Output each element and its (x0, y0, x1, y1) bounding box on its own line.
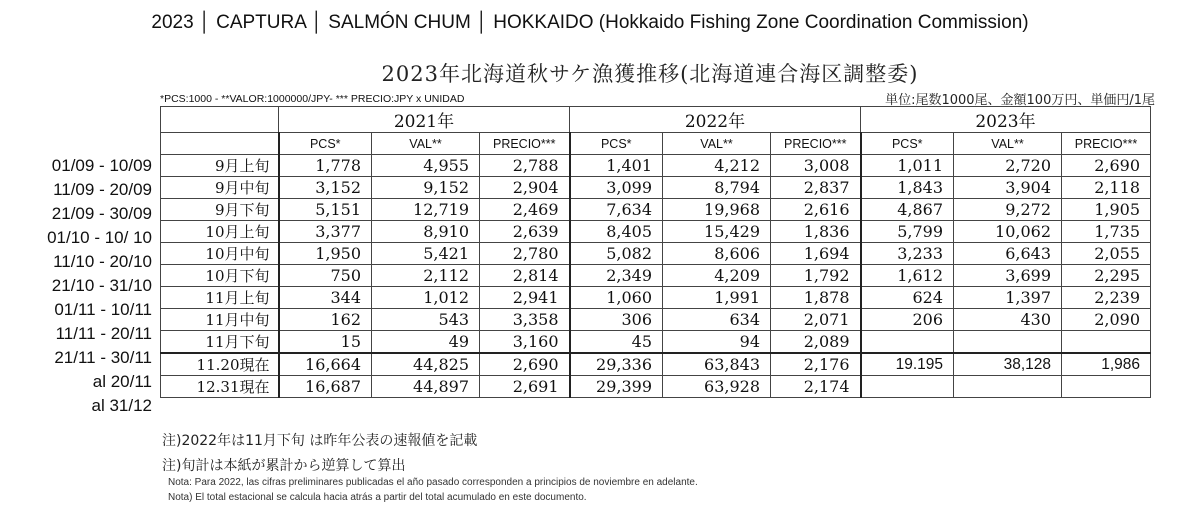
table-row (161, 177, 1151, 199)
value-cell: 2,176 (771, 353, 861, 376)
japanese-note: 注)旬計は本紙が累計から逆算して算出 (162, 458, 406, 474)
year-header: 2022年 (570, 107, 861, 133)
value-cell: 9,272 (954, 199, 1062, 221)
value-cell: 1,950 (279, 243, 372, 265)
value-cell: 2,616 (771, 199, 861, 221)
value-cell: 2,904 (480, 177, 570, 199)
value-cell: 19,968 (663, 199, 771, 221)
value-cell: 634 (663, 309, 771, 331)
value-cell: 1,778 (279, 155, 372, 177)
value-cell: 2,691 (480, 376, 570, 398)
value-cell: 8,405 (570, 221, 663, 243)
table-row (161, 155, 1151, 177)
blank-header (161, 133, 279, 155)
table-row (161, 309, 1151, 331)
value-cell: 2,720 (954, 155, 1062, 177)
value-cell: 344 (279, 287, 372, 309)
table-row (161, 287, 1151, 309)
value-cell (861, 331, 954, 354)
value-cell: 8,910 (372, 221, 480, 243)
value-cell: 3,233 (861, 243, 954, 265)
value-cell: 94 (663, 331, 771, 354)
value-cell (954, 331, 1062, 354)
value-cell: 16,664 (279, 353, 372, 376)
value-cell: 1,694 (771, 243, 861, 265)
value-cell: 2,690 (480, 353, 570, 376)
page-header: 2023 │ CAPTURA │ SALMÓN CHUM │ HOKKAIDO (Hokkaido Fishing Zone Coordination Commission) (151, 12, 1029, 33)
date-range-label: 11/09 - 20/09 (53, 180, 152, 199)
table-row (161, 353, 1151, 376)
value-cell: 5,151 (279, 199, 372, 221)
value-cell: 4,209 (663, 265, 771, 287)
units-note: 単位:尾数1000尾、金額100万円、単価円/1尾 (885, 93, 1155, 108)
value-cell: 38,128 (954, 353, 1062, 376)
spanish-note: Nota: Para 2022, las cifras preliminares publicadas el año pasado corresponden a principios de noviembre en adelante. (168, 477, 698, 488)
period-cell: 10月下旬 (161, 265, 279, 287)
value-cell: 2,837 (771, 177, 861, 199)
value-cell: 7,634 (570, 199, 663, 221)
value-cell (861, 376, 954, 398)
value-cell: 3,160 (480, 331, 570, 354)
period-cell: 10月中旬 (161, 243, 279, 265)
value-cell: 29,336 (570, 353, 663, 376)
column-header: PCS* (279, 133, 372, 155)
value-cell (1062, 331, 1151, 354)
value-cell: 543 (372, 309, 480, 331)
value-cell: 5,082 (570, 243, 663, 265)
column-header-row (161, 133, 1151, 155)
japanese-note: 注)2022年は11月下旬 は昨年公表の速報値を記載 (162, 433, 478, 449)
value-cell: 306 (570, 309, 663, 331)
table-row (161, 199, 1151, 221)
value-cell: 1,991 (663, 287, 771, 309)
value-cell: 1,011 (861, 155, 954, 177)
date-range-label: 11/11 - 20/11 (55, 324, 152, 343)
value-cell: 1,905 (1062, 199, 1151, 221)
value-cell: 750 (279, 265, 372, 287)
table-row (161, 221, 1151, 243)
date-range-label: 21/10 - 31/10 (51, 276, 152, 295)
spanish-note: Nota) El total estacional se calcula hacia atrás a partir del total acumulado en este documento. (168, 492, 587, 503)
value-cell: 63,843 (663, 353, 771, 376)
value-cell: 1,012 (372, 287, 480, 309)
date-range-label: al 20/11 (92, 372, 152, 391)
value-cell: 2,690 (1062, 155, 1151, 177)
date-range-label: 21/11 - 30/11 (54, 348, 152, 367)
value-cell: 3,008 (771, 155, 861, 177)
period-cell: 11月上旬 (161, 287, 279, 309)
value-cell: 1,836 (771, 221, 861, 243)
value-cell: 44,825 (372, 353, 480, 376)
value-cell: 8,794 (663, 177, 771, 199)
document-title: 2023年北海道秋サケ漁獲推移(北海道連合海区調整委) (381, 62, 919, 86)
column-header: VAL** (663, 133, 771, 155)
value-cell: 2,174 (771, 376, 861, 398)
blank-header (161, 107, 279, 133)
value-cell: 3,904 (954, 177, 1062, 199)
value-cell: 1,612 (861, 265, 954, 287)
date-range-label: 11/10 - 20/10 (53, 252, 152, 271)
value-cell: 12,719 (372, 199, 480, 221)
value-cell: 2,780 (480, 243, 570, 265)
value-cell: 2,089 (771, 331, 861, 354)
value-cell: 3,358 (480, 309, 570, 331)
date-range-label: 01/09 - 10/09 (51, 156, 152, 175)
catch-table (160, 106, 1151, 398)
value-cell: 2,349 (570, 265, 663, 287)
value-cell: 4,212 (663, 155, 771, 177)
date-range-label: 21/09 - 30/09 (51, 204, 152, 223)
value-cell (954, 376, 1062, 398)
year-header: 2021年 (279, 107, 570, 133)
value-cell: 2,814 (480, 265, 570, 287)
value-cell: 4,955 (372, 155, 480, 177)
period-cell: 10月上旬 (161, 221, 279, 243)
table-body (161, 155, 1151, 398)
value-cell: 206 (861, 309, 954, 331)
value-cell: 2,295 (1062, 265, 1151, 287)
value-cell: 5,799 (861, 221, 954, 243)
value-cell: 1,401 (570, 155, 663, 177)
value-cell: 2,639 (480, 221, 570, 243)
units-legend: *PCS:1000 - **VALOR:1000000/JPY- *** PRECIO:JPY x UNIDAD (160, 93, 465, 105)
column-header: VAL** (954, 133, 1062, 155)
table-row (161, 331, 1151, 354)
value-cell: 49 (372, 331, 480, 354)
value-cell: 3,099 (570, 177, 663, 199)
period-cell: 11.20現在 (161, 353, 279, 376)
value-cell: 1,986 (1062, 353, 1151, 376)
value-cell: 1,060 (570, 287, 663, 309)
column-header: VAL** (372, 133, 480, 155)
table-row (161, 265, 1151, 287)
value-cell: 3,699 (954, 265, 1062, 287)
value-cell: 45 (570, 331, 663, 354)
value-cell: 15 (279, 331, 372, 354)
value-cell: 5,421 (372, 243, 480, 265)
value-cell (1062, 376, 1151, 398)
column-header: PCS* (570, 133, 663, 155)
table-row (161, 376, 1151, 398)
column-header: PRECIO*** (1062, 133, 1151, 155)
value-cell: 16,687 (279, 376, 372, 398)
value-cell: 29,399 (570, 376, 663, 398)
period-cell: 11月中旬 (161, 309, 279, 331)
period-cell: 9月上旬 (161, 155, 279, 177)
value-cell: 624 (861, 287, 954, 309)
value-cell: 2,239 (1062, 287, 1151, 309)
period-cell: 12.31現在 (161, 376, 279, 398)
value-cell: 19.195 (861, 353, 954, 376)
value-cell: 1,843 (861, 177, 954, 199)
value-cell: 15,429 (663, 221, 771, 243)
period-cell: 11月下旬 (161, 331, 279, 354)
date-range-label: al 31/12 (91, 396, 152, 415)
year-header-row (161, 107, 1151, 133)
column-header: PRECIO*** (771, 133, 861, 155)
value-cell: 2,941 (480, 287, 570, 309)
value-cell: 1,735 (1062, 221, 1151, 243)
value-cell: 2,071 (771, 309, 861, 331)
period-cell: 9月下旬 (161, 199, 279, 221)
value-cell: 2,118 (1062, 177, 1151, 199)
value-cell: 162 (279, 309, 372, 331)
value-cell: 2,055 (1062, 243, 1151, 265)
date-range-label: 01/11 - 10/11 (54, 300, 152, 319)
value-cell: 430 (954, 309, 1062, 331)
value-cell: 1,792 (771, 265, 861, 287)
value-cell: 9,152 (372, 177, 480, 199)
value-cell: 6,643 (954, 243, 1062, 265)
date-range-label: 01/10 - 10/ 10 (47, 228, 152, 247)
value-cell: 4,867 (861, 199, 954, 221)
column-header: PCS* (861, 133, 954, 155)
value-cell: 63,928 (663, 376, 771, 398)
value-cell: 2,112 (372, 265, 480, 287)
value-cell: 8,606 (663, 243, 771, 265)
column-header: PRECIO*** (480, 133, 570, 155)
value-cell: 2,788 (480, 155, 570, 177)
value-cell: 1,397 (954, 287, 1062, 309)
value-cell: 3,152 (279, 177, 372, 199)
period-cell: 9月中旬 (161, 177, 279, 199)
value-cell: 1,878 (771, 287, 861, 309)
value-cell: 2,469 (480, 199, 570, 221)
value-cell: 10,062 (954, 221, 1062, 243)
value-cell: 44,897 (372, 376, 480, 398)
value-cell: 3,377 (279, 221, 372, 243)
year-header: 2023年 (861, 107, 1151, 133)
value-cell: 2,090 (1062, 309, 1151, 331)
table-row (161, 243, 1151, 265)
